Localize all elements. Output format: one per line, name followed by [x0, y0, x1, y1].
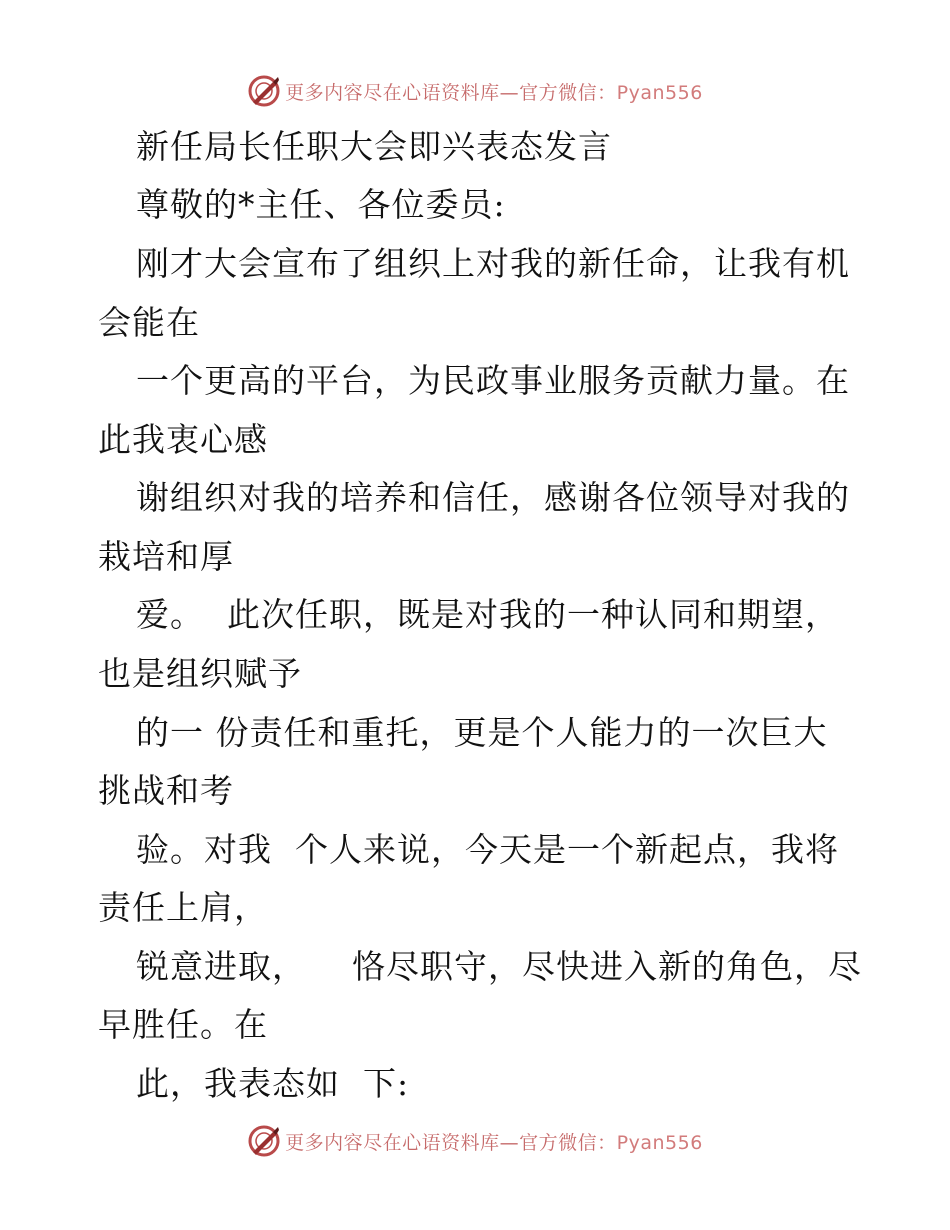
text-line: 会能在 [98, 303, 200, 342]
watermark-banner-bottom [0, 1121, 950, 1161]
wechat-id: Pyan556 [616, 81, 703, 104]
text-line: 谢组织对我的培养和信任，感谢各位领导对我的 [136, 478, 850, 517]
text-line: 一个更高的平台，为民政事业服务贡献力量。在 [136, 361, 850, 400]
watermark-banner-top [0, 71, 950, 111]
text-line: 验。对我 个人来说，今天是一个新起点，我将 [136, 830, 839, 869]
pen-logo-icon [247, 1124, 281, 1158]
watermark-text: 更多内容尽在心语资料库—官方微信：Pyan556 [285, 1131, 703, 1154]
text-line: 挑战和考 [98, 771, 234, 810]
text-line: 锐意进取， 恪尽职守，尽快进入新的角色，尽 [136, 947, 862, 986]
text-line: 的一 份责任和重托，更是个人能力的一次巨大 [136, 713, 828, 752]
text-line: 爱。 此次任职，既是对我的一种认同和期望， [136, 595, 839, 634]
salutation: 尊敬的*主任、各位委员: [136, 185, 506, 224]
document-title: 新任局长任职大会即兴表态发言 [136, 127, 612, 166]
wechat-id: Pyan556 [616, 1131, 703, 1154]
text-line: 责任上肩， [98, 888, 268, 927]
text-line: 早胜任。在 [98, 1005, 268, 1044]
text-line: 栽培和厚 [98, 537, 234, 576]
text-line: 刚才大会宣布了组织上对我的新任命，让我有机 [136, 244, 850, 283]
text-line: 也是组织赋予 [98, 654, 302, 693]
text-line: 此，我表态如 下: [136, 1064, 410, 1103]
pen-logo-icon [247, 74, 281, 108]
text-line: 此我衷心感 [98, 420, 268, 459]
watermark-text: 更多内容尽在心语资料库—官方微信：Pyan556 [285, 81, 703, 104]
